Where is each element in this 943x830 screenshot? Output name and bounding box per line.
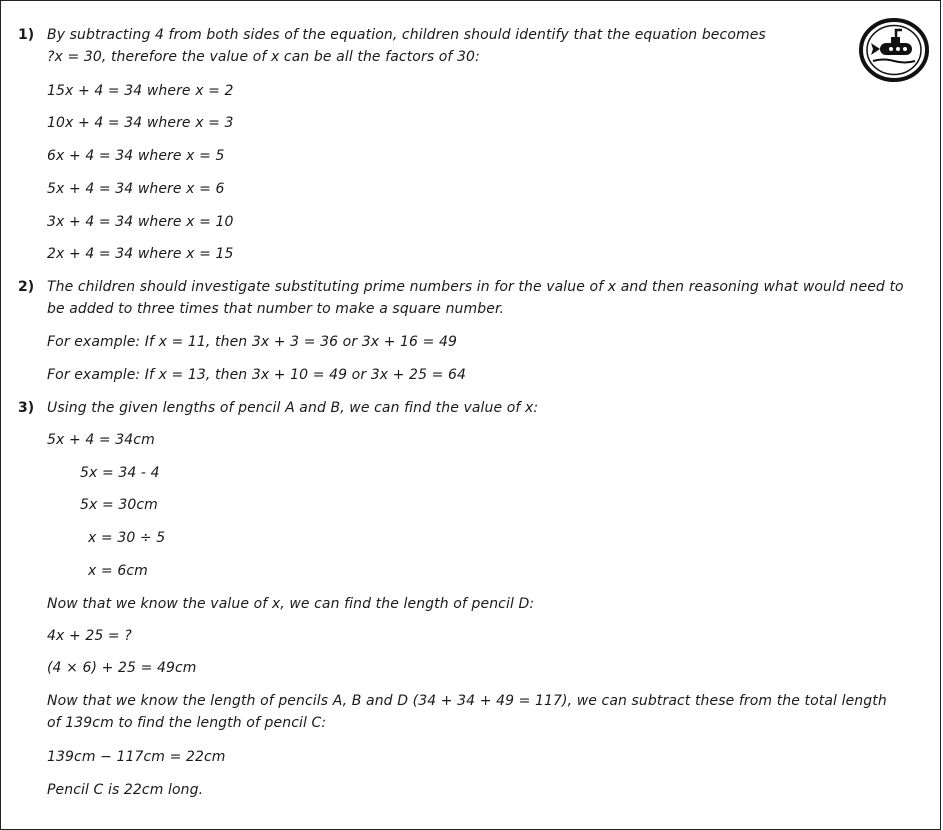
- submarine-logo-icon: [858, 17, 930, 83]
- q3-step: 5x = 34 - 4: [80, 465, 160, 481]
- q2-example-1: For example: If x = 11, then 3x + 3 = 36 or 3x + 16 = 49: [47, 334, 458, 350]
- q3-intro: Using the given lengths of pencil A and B, we can find the value of x:: [47, 400, 539, 416]
- q1-equation: 5x + 4 = 34 where x = 6: [47, 181, 225, 197]
- q1-equation: 10x + 4 = 34 where x = 3: [47, 115, 234, 131]
- question-2-number: 2): [18, 279, 35, 295]
- q1-intro-line-1: By subtracting 4 from both sides of the equation, children should identify that the equation becomes: [47, 27, 766, 43]
- question-3-number: 3): [18, 400, 35, 416]
- q3-step: x = 30 ÷ 5: [88, 530, 166, 546]
- q1-equation: 6x + 4 = 34 where x = 5: [47, 148, 225, 164]
- q2-intro-line-1: The children should investigate substituting prime numbers in for the value of x and then reasoning what would need to: [47, 279, 904, 295]
- q1-equation: 3x + 4 = 34 where x = 10: [47, 214, 234, 230]
- q3-find-c-line-1: Now that we know the length of pencils A, B and D (34 + 34 + 49 = 117), we can subtract these from the total length: [47, 693, 887, 709]
- q2-intro-line-2: be added to three times that number to make a square number.: [47, 301, 505, 317]
- q3-answer: Pencil C is 22cm long.: [47, 782, 204, 798]
- q2-example-2: For example: If x = 13, then 3x + 10 = 49 or 3x + 25 = 64: [47, 367, 467, 383]
- q3-d-equation-1: 4x + 25 = ?: [47, 628, 132, 644]
- q1-intro-line-2: ?x = 30, therefore the value of x can be all the factors of 30:: [47, 49, 480, 65]
- question-1-number: 1): [18, 27, 35, 43]
- q1-equation: 15x + 4 = 34 where x = 2: [47, 83, 234, 99]
- q1-equation: 2x + 4 = 34 where x = 15: [47, 246, 234, 262]
- q3-find-c-line-2: of 139cm to find the length of pencil C:: [47, 715, 327, 731]
- q3-step: x = 6cm: [88, 563, 148, 579]
- q3-d-equation-2: (4 × 6) + 25 = 49cm: [47, 660, 197, 676]
- q3-find-d: Now that we know the value of x, we can find the length of pencil D:: [47, 596, 535, 612]
- q3-step: 5x = 30cm: [80, 497, 158, 513]
- q3-step: 5x + 4 = 34cm: [47, 432, 155, 448]
- q3-c-equation: 139cm − 117cm = 22cm: [47, 749, 226, 765]
